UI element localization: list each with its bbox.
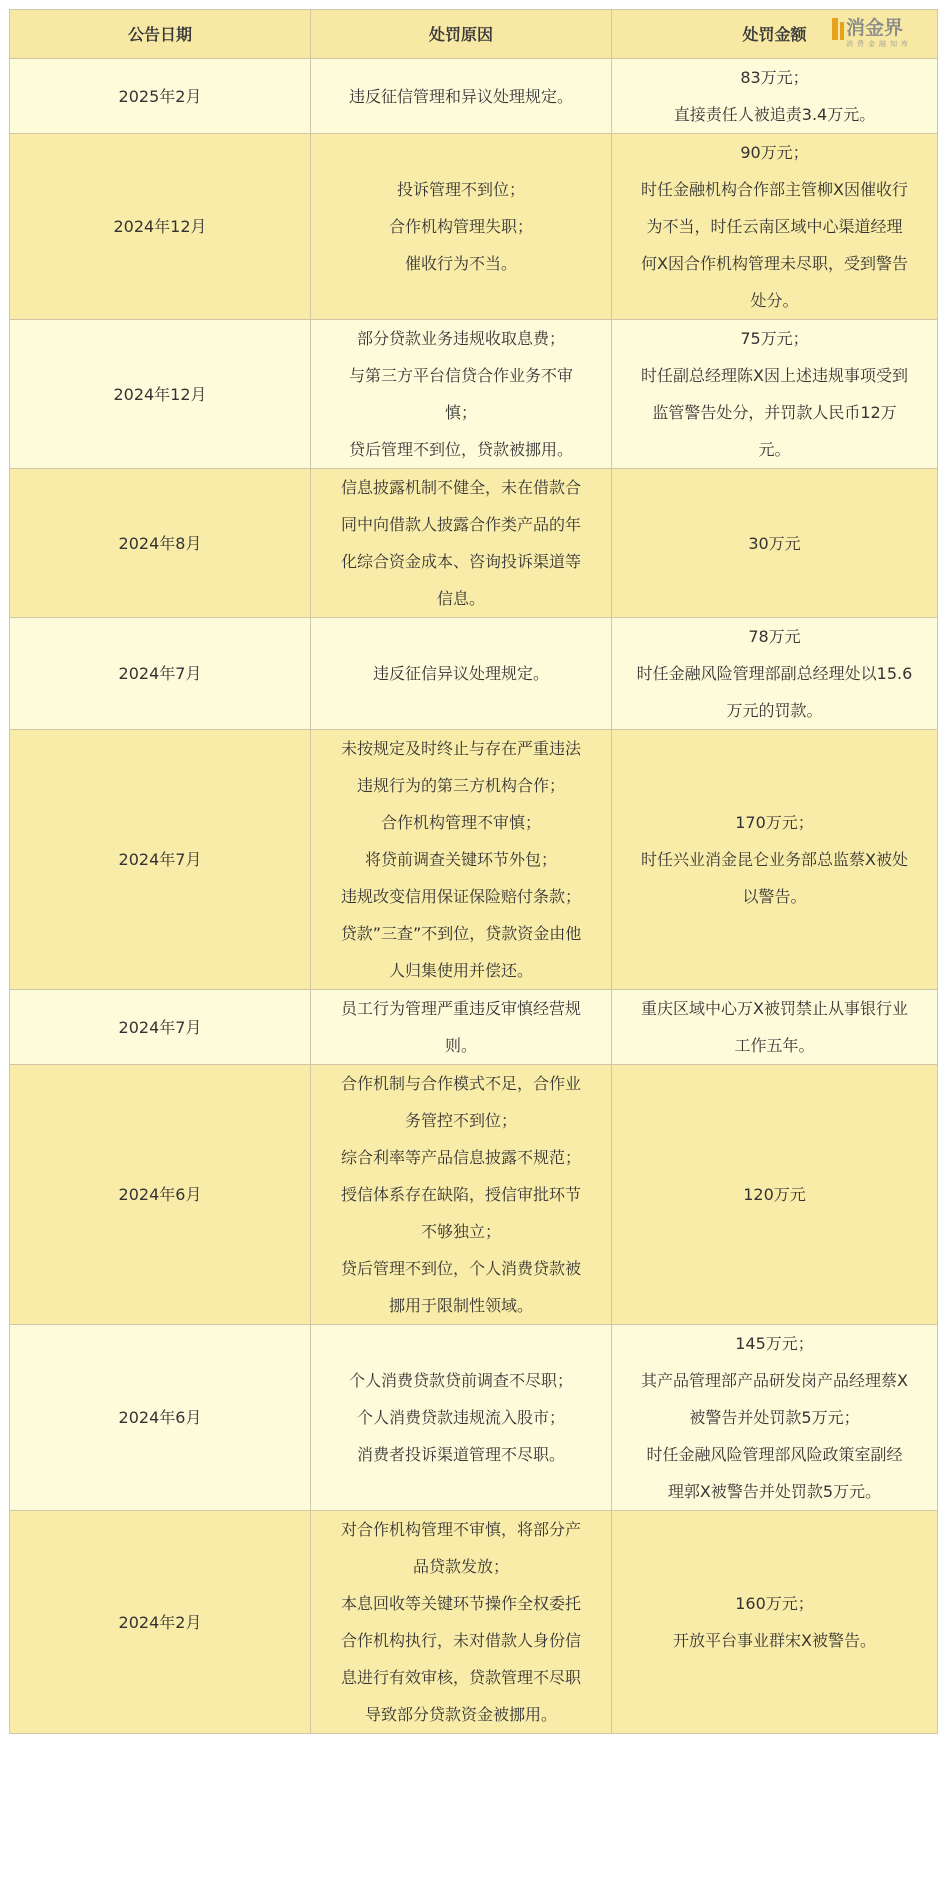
cell-reason [311, 320, 612, 469]
reason-line: 不够独立； [420, 1222, 501, 1241]
amount-line: 时任金融风险管理部副总经理处以15.6 [636, 664, 913, 683]
cell-amount [612, 618, 938, 730]
table-row [10, 134, 938, 320]
cell-date: 2024年7月 [10, 990, 311, 1065]
reason-line: 贷后管理不到位，个人消费贷款被 [340, 1259, 581, 1278]
amount-line: 开放平台事业群宋X被警告。 [673, 1631, 876, 1650]
reason-line: 违规行为的第三方机构合作； [356, 776, 565, 795]
reason-line: 导致部分贷款资金被挪用。 [364, 1705, 557, 1724]
cell-reason [311, 730, 612, 990]
cell-date: 2024年8月 [10, 469, 311, 618]
table-row [10, 59, 938, 134]
cell-amount [612, 730, 938, 990]
amount-line: 以警告。 [742, 887, 807, 906]
logo-subtext: 消费金融知库 [846, 40, 912, 48]
amount-line: 元。 [758, 440, 791, 459]
cell-date: 2024年7月 [10, 730, 311, 990]
amount-line: 160万元； [735, 1594, 814, 1613]
amount-line: 直接责任人被追责3.4万元。 [673, 105, 876, 124]
amount-line: 75万元； [740, 329, 809, 348]
reason-line: 个人消费贷款贷前调查不尽职； [348, 1371, 573, 1390]
reason-line: 务管控不到位； [404, 1111, 517, 1130]
header-reason: 处罚原因 [311, 10, 612, 59]
amount-line: 78万元 [748, 627, 801, 646]
reason-line: 息进行有效审核，贷款管理不尽职 [340, 1668, 581, 1687]
amount-line: 被警告并处罚款5万元； [689, 1408, 860, 1427]
amount-line: 时任金融机构合作部主管柳X因催收行 [641, 180, 908, 199]
cell-amount [612, 1511, 938, 1734]
cell-date: 2024年6月 [10, 1325, 311, 1511]
reason-line: 合作机构管理失职； [388, 217, 533, 236]
table-row [10, 730, 938, 990]
reason-line: 人归集使用并偿还。 [388, 961, 533, 980]
amount-line: 时任兴业消金昆仑业务部总监蔡X被处 [641, 850, 908, 869]
amount-line: 重庆区域中心万X被罚禁止从事银行业 [641, 999, 908, 1018]
reason-line: 慎； [444, 403, 477, 422]
reason-line: 部分贷款业务违规收取息费； [356, 329, 565, 348]
reason-line: 个人消费贷款违规流入股市； [356, 1408, 565, 1427]
table-row [10, 469, 938, 618]
cell-reason [311, 990, 612, 1065]
cell-amount [612, 1065, 938, 1325]
reason-line: 合作机制与合作模式不足，合作业 [340, 1074, 581, 1093]
reason-line: 信息披露机制不健全，未在借款合 [340, 478, 581, 497]
reason-line: 违反征信管理和异议处理规定。 [348, 86, 573, 106]
cell-reason [311, 134, 612, 320]
amount-line: 理郭X被警告并处罚款5万元。 [667, 1482, 882, 1501]
cell-amount [612, 990, 938, 1065]
table-row [10, 1065, 938, 1325]
reason-line: 消费者投诉渠道管理不尽职。 [356, 1445, 565, 1464]
cell-amount [612, 134, 938, 320]
cell-amount [612, 59, 938, 134]
cell-reason [311, 618, 612, 730]
cell-amount [612, 469, 938, 618]
reason-line: 信息。 [436, 589, 485, 608]
cell-date: 2024年2月 [10, 1511, 311, 1734]
cell-reason [311, 1065, 612, 1325]
reason-line: 品贷款发放； [412, 1557, 509, 1576]
amount-line: 145万元； [735, 1334, 814, 1353]
table-row [10, 990, 938, 1065]
reason-line: 催收行为不当。 [404, 254, 517, 273]
logo-text: 消金界 [846, 17, 904, 39]
amount-line: 时任副总经理陈X因上述违规事项受到 [641, 366, 908, 385]
reason-line: 同中向借款人披露合作类产品的年 [340, 515, 581, 534]
logo-mark-icon-secondary [840, 22, 844, 40]
brand-logo [832, 16, 928, 50]
reason-line: 违规改变信用保证保险赔付条款； [340, 887, 581, 906]
table-header-row [10, 10, 938, 59]
penalty-table [9, 9, 938, 1734]
reason-line: 贷后管理不到位，贷款被挪用。 [348, 440, 573, 459]
cell-reason [311, 59, 612, 134]
reason-line: 对合作机构管理不审慎，将部分产 [340, 1520, 581, 1539]
cell-reason [311, 1511, 612, 1734]
amount-line: 90万元； [740, 143, 809, 162]
reason-line: 合作机构执行，未对借款人身份信 [340, 1631, 581, 1650]
cell-amount [612, 1325, 938, 1511]
cell-date: 2024年6月 [10, 1065, 311, 1325]
amount-line: 83万元； [740, 68, 809, 87]
reason-line: 挪用于限制性领域。 [388, 1296, 533, 1315]
header-amount [612, 10, 938, 59]
amount-line: 处分。 [750, 291, 799, 310]
reason-line: 未按规定及时终止与存在严重违法 [340, 739, 581, 758]
reason-line: 与第三方平台信贷合作业务不审 [348, 366, 573, 385]
reason-line: 贷款”三查”不到位，贷款资金由他 [340, 924, 582, 943]
reason-line: 化综合资金成本、咨询投诉渠道等 [340, 552, 581, 571]
table-body [10, 59, 938, 1734]
amount-line: 监管警告处分，并罚款人民币12万 [652, 403, 897, 422]
amount-line: 其产品管理部产品研发岗产品经理蔡X [641, 1371, 908, 1390]
header-amount-label: 处罚金额 [742, 24, 807, 44]
cell-date: 2024年7月 [10, 618, 311, 730]
cell-amount [612, 320, 938, 469]
cell-date: 2025年2月 [10, 59, 311, 134]
reason-line: 员工行为管理严重违反审慎经营规 [340, 999, 581, 1018]
amount-line: 万元的罚款。 [726, 701, 823, 720]
amount-line: 为不当，时任云南区域中心渠道经理 [646, 217, 903, 236]
reason-line: 授信体系存在缺陷，授信审批环节 [340, 1185, 581, 1204]
amount-line: 何X因合作机构管理未尽职，受到警告 [641, 254, 908, 273]
table-row [10, 320, 938, 469]
reason-line: 本息回收等关键环节操作全权委托 [340, 1594, 581, 1613]
reason-line: 违反征信异议处理规定。 [372, 664, 549, 683]
reason-line: 合作机构管理不审慎； [380, 813, 541, 832]
cell-reason [311, 469, 612, 618]
header-date: 公告日期 [10, 10, 311, 59]
amount-line: 170万元； [735, 813, 814, 832]
cell-date: 2024年12月 [10, 320, 311, 469]
reason-line: 将贷前调查关键环节外包； [364, 850, 557, 869]
table-row [10, 1325, 938, 1511]
amount-line: 工作五年。 [734, 1036, 815, 1055]
reason-line: 投诉管理不到位； [396, 180, 525, 199]
logo-mark-icon [832, 18, 838, 40]
cell-reason [311, 1325, 612, 1511]
reason-line: 则。 [444, 1036, 477, 1055]
amount-line: 时任金融风险管理部风险政策室副经 [646, 1445, 903, 1464]
reason-line: 综合利率等产品信息披露不规范； [340, 1148, 581, 1167]
penalty-table-container [9, 9, 937, 1734]
table-row [10, 618, 938, 730]
amount-line: 120万元 [743, 1185, 806, 1204]
amount-line: 30万元 [748, 533, 801, 553]
cell-date: 2024年12月 [10, 134, 311, 320]
table-row [10, 1511, 938, 1734]
